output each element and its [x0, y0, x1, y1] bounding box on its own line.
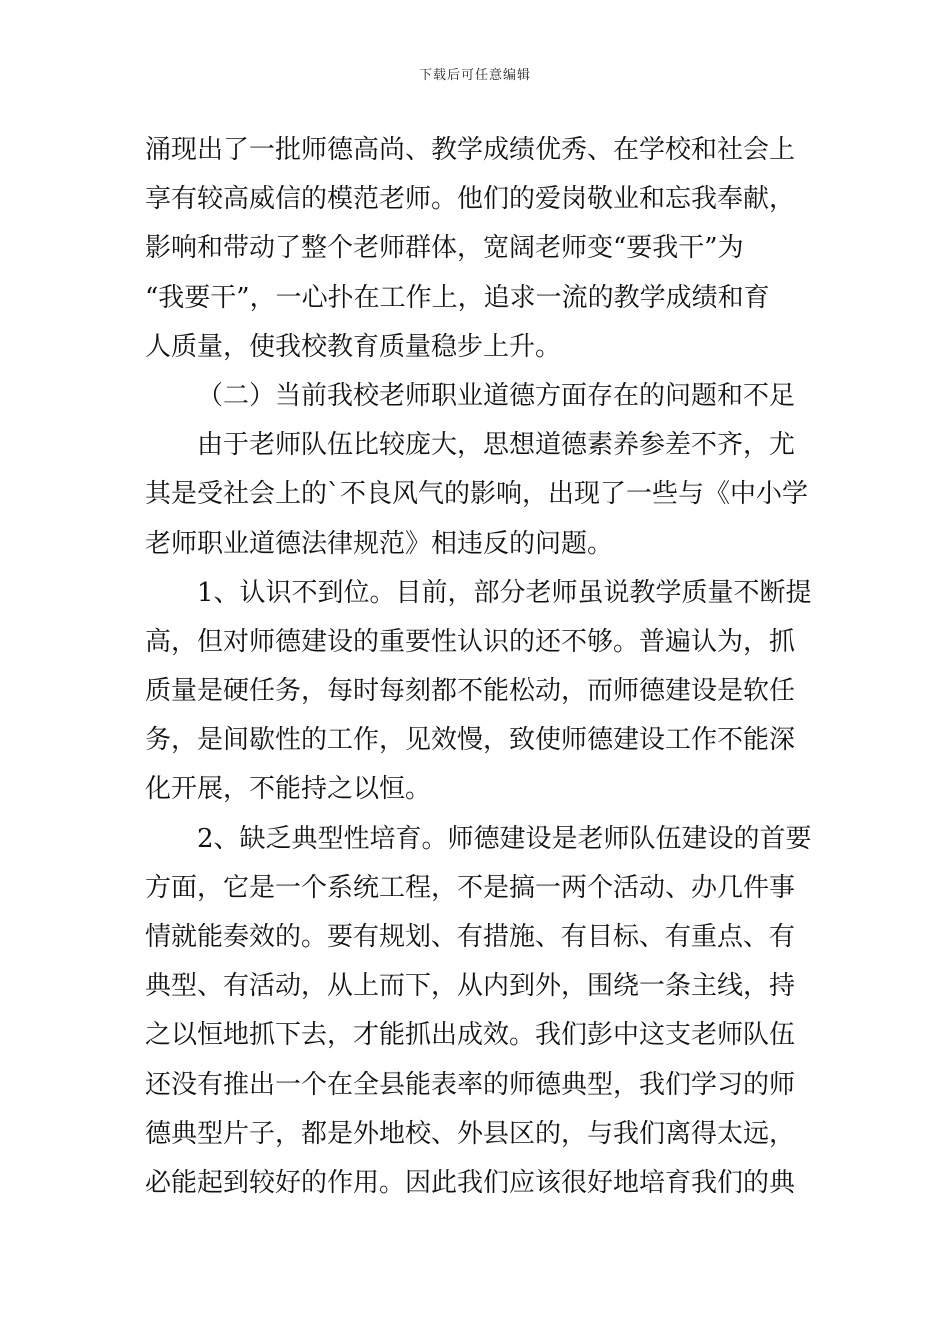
paragraph — [145, 569, 810, 815]
text-line: 德典型片子，都是外地校、外县区的，与我们离得太远， — [145, 1118, 796, 1149]
text-line: 人质量，使我校教育质量稳步上升。 — [145, 331, 562, 362]
text-line: “我要干”，一心扑在工作上，追求一流的教学成绩和育 — [145, 282, 770, 313]
paragraph — [145, 815, 810, 1209]
text-line: 高，但对师德建设的重要性认识的还不够。普遍认为，抓 — [145, 626, 796, 657]
text-line: 化开展，不能持之以恒。 — [145, 774, 432, 805]
text-line: 之以恒地抓下去，才能抓出成效。我们彭中这支老师队伍 — [145, 1020, 796, 1051]
section-heading — [145, 372, 810, 421]
text-line: 由于老师队伍比较庞大，思想道德素养参差不齐，尤 — [197, 430, 796, 461]
paragraph-continuation — [145, 126, 810, 372]
text-line: 典型、有活动，从上而下，从内到外，围绕一条主线，持 — [145, 971, 796, 1002]
text-line: 必能起到较好的作用。因此我们应该很好地培育我们的典 — [145, 1167, 796, 1198]
text-line: 情就能奏效的。要有规划、有措施、有目标、有重点、有 — [145, 922, 796, 952]
text-line: 涌现出了一批师德高尚、教学成绩优秀、在学校和社会上 — [145, 135, 796, 165]
text-line: 影响和带动了整个老师群体，宽阔老师变“要我干”为 — [145, 233, 744, 264]
text-line: 方面，它是一个系统工程，不是搞一两个活动、办几件事 — [145, 872, 796, 903]
text-line: 2、缺乏典型性培育。师德建设是老师队伍建设的首要 — [197, 823, 812, 854]
text-line: 1、认识不到位。目前，部分老师虽说教学质量不断提 — [197, 577, 812, 608]
text-line: 其是受社会上的`不良风气的影响，出现了一些与《中小学 — [145, 479, 809, 510]
text-line: 享有较高威信的模范老师。他们的爱岗敬业和忘我奉献， — [145, 184, 796, 215]
page-header: 下载后可任意编辑 — [418, 68, 531, 83]
text-line: 老师职业道德法律规范》相违反的问题。 — [145, 528, 614, 559]
paragraph — [145, 421, 810, 569]
text-line: 务，是间歇性的工作，见效慢，致使师德建设工作不能深 — [145, 725, 796, 756]
section-heading-text: （二）当前我校老师职业道德方面存在的问题和不足 — [197, 380, 796, 411]
text-line: 质量是硬任务，每时每刻都不能松动，而师德建设是软任 — [145, 676, 796, 707]
document-body — [145, 126, 810, 1208]
text-line: 还没有推出一个在全县能表率的师德典型，我们学习的师 — [145, 1069, 796, 1100]
